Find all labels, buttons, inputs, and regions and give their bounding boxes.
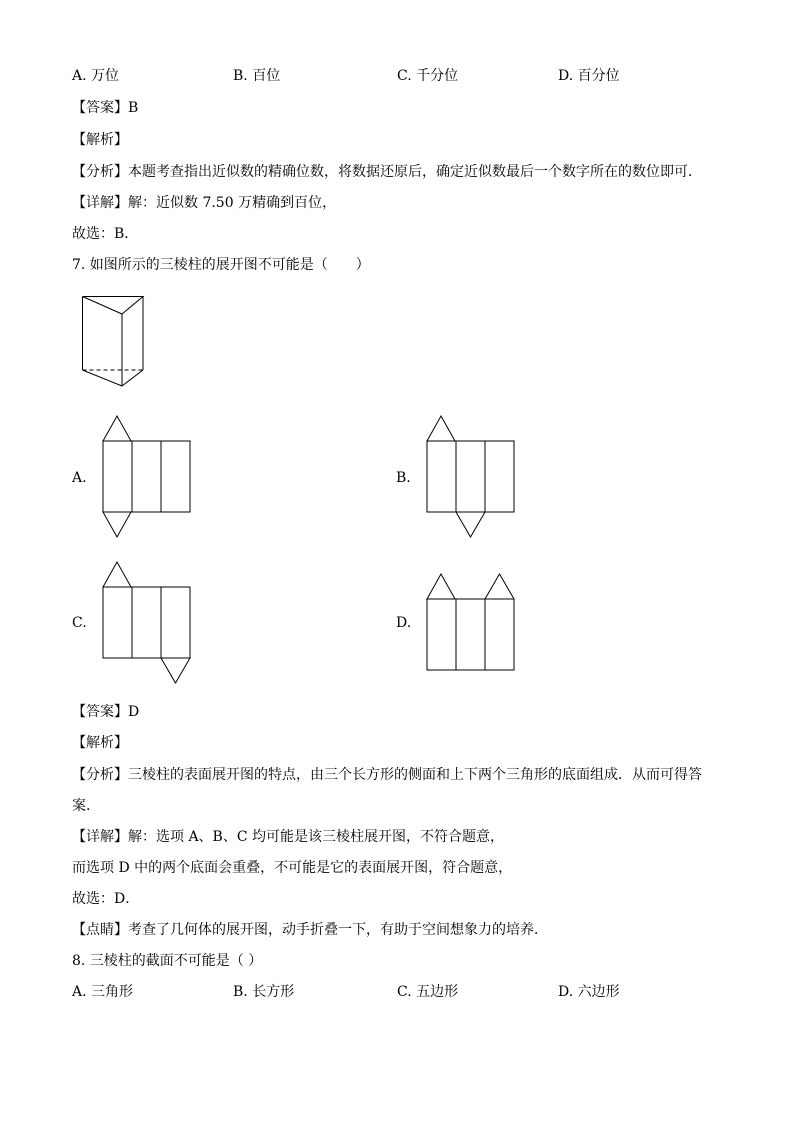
q8-option-a: A. 三角形 bbox=[72, 984, 134, 1000]
q7-option-c-net bbox=[103, 562, 191, 686]
q7-conclusion: 故选：D． bbox=[72, 891, 140, 907]
q7-comment: 【点睛】考查了几何体的展开图，动手折叠一下，有助于空间想象力的培养． bbox=[72, 922, 548, 938]
q7-option-a-label: A. bbox=[72, 470, 87, 486]
q7-option-c-label: C. bbox=[72, 615, 87, 631]
q6-options bbox=[72, 67, 712, 87]
q8-option-c: C. 五边形 bbox=[397, 984, 459, 1000]
q7-analysis-heading: 【解析】 bbox=[72, 735, 128, 751]
q7-option-b-label: B. bbox=[396, 470, 411, 486]
q7-stem: 7. 如图所示的三棱柱的展开图不可能是（ ） bbox=[72, 257, 370, 273]
q6-analysis: 【分析】本题考查指出近似数的精确位数，将数据还原后，确定近似数最后一个数字所在的数位即可． bbox=[72, 164, 702, 180]
q6-detail: 【详解】解：近似数 7.50 万精确到百位， bbox=[72, 195, 337, 211]
q7-analysis-line2: 案. bbox=[72, 798, 91, 814]
q6-option-b: B. 百位 bbox=[233, 68, 281, 84]
q8-options bbox=[72, 983, 712, 1003]
q7-option-a-net bbox=[103, 416, 191, 540]
q7-detail-line1: 【详解】解：选项 A、B、C 均可能是该三棱柱展开图，不符合题意， bbox=[72, 829, 505, 845]
q6-analysis-heading: 【解析】 bbox=[72, 132, 128, 148]
q7-option-b-net bbox=[427, 416, 515, 540]
q7-option-d-label: D. bbox=[396, 615, 412, 631]
q8-stem: 8. 三棱柱的截面不可能是（ ） bbox=[72, 953, 263, 969]
q6-option-c: C. 千分位 bbox=[397, 68, 459, 84]
q8-option-b: B. 长方形 bbox=[233, 984, 295, 1000]
prism-figure bbox=[82, 296, 144, 388]
q6-answer: 【答案】B bbox=[72, 100, 139, 116]
q6-option-a: A. 万位 bbox=[72, 68, 120, 84]
q6-conclusion: 故选：B． bbox=[72, 226, 139, 242]
q7-detail-line2: 而选项 D 中的两个底面会重叠，不可能是它的表面展开图，符合题意， bbox=[72, 860, 513, 876]
q8-option-d: D. 六边形 bbox=[558, 984, 620, 1000]
q6-option-d: D. 百分位 bbox=[558, 68, 620, 84]
q7-option-d-net bbox=[427, 574, 515, 672]
q7-analysis-line1: 【分析】三棱柱的表面展开图的特点，由三个长方形的侧面和上下两个三角形的底面组成．从而可得答 bbox=[72, 767, 702, 783]
q7-answer: 【答案】D bbox=[72, 704, 140, 720]
